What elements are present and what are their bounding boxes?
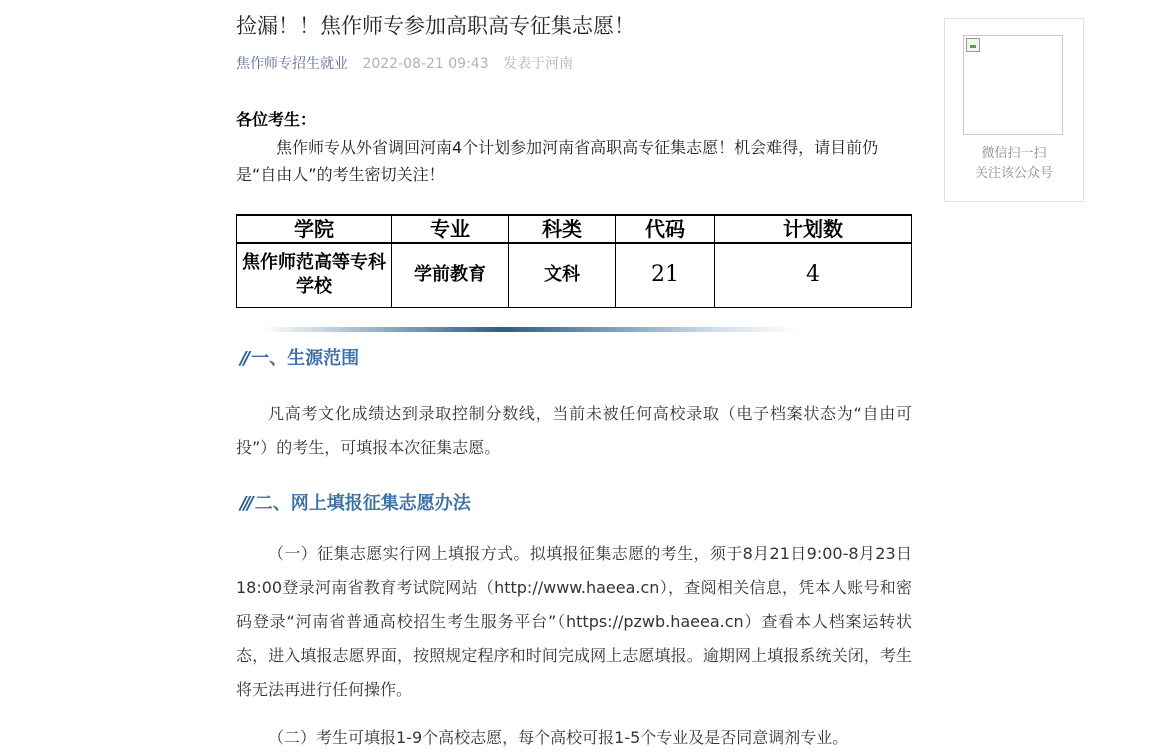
section-2-paragraph-1: （一）征集志愿实行网上填报方式。拟填报征集志愿的考生，须于8月21日9:00-8月23日18:00登录河南省教育考试院网站（http://www.haeea.cn），查阅相关信息，凭本人账号和密码登录“河南省普通高校招生考生服务平台”（https://pzwb.haeea.cn）查看本人档案运转状态，进入填报志愿界面，按照规定程序和时间完成网上志愿填报。逾期网上填报系统关闭，考生将无法再进行任何操作。 [236, 544, 912, 699]
gradient-divider [260, 327, 800, 332]
table-header-category: 科类 [509, 215, 616, 243]
table-header-code: 代码 [616, 215, 715, 243]
section-heading-1 [240, 346, 359, 372]
triple-slash-icon: /// [240, 493, 251, 514]
table-header-major: 专业 [392, 215, 509, 243]
table-header-plan: 计划数 [715, 215, 912, 243]
table-header-row [237, 215, 912, 243]
cell-code: 21 [616, 243, 715, 307]
section-heading-2 [240, 491, 471, 517]
intro-paragraph: 焦作师专从外省调回河南4个计划参加河南省高职高专征集志愿！机会难得，请目前仍是“自由人”的考生密切关注！ [236, 138, 879, 184]
broken-image-icon [966, 38, 980, 52]
qr-code-image [963, 35, 1063, 135]
table-header-school: 学院 [237, 215, 392, 243]
qr-code-card [944, 18, 1084, 202]
section-2-paragraph-2: （二）考生可填报1-9个高校志愿，每个高校可报1-5个专业及是否同意调剂专业。 [268, 728, 849, 747]
section-heading-1-text: 一、生源范围 [251, 348, 360, 369]
section-heading-2-text: 二、网上填报征集志愿办法 [254, 493, 471, 514]
greeting: 各位考生： [236, 110, 317, 129]
cell-major: 学前教育 [392, 243, 509, 307]
article-meta [236, 54, 573, 74]
qr-caption-follow: 关注该公众号 [974, 166, 1053, 181]
table-row [237, 243, 912, 307]
double-slash-icon: // [240, 348, 248, 369]
cell-school: 焦作师范高等专科学校 [237, 243, 392, 307]
account-name-link[interactable]: 焦作师专招生就业 [236, 56, 348, 72]
publish-location: 发表于河南 [503, 56, 574, 72]
section-1-paragraph: 凡高考文化成绩达到录取控制分数线，当前未被任何高校录取（电子档案状态为“自由可投”）的考生，可填报本次征集志愿。 [236, 404, 912, 457]
article-title: 捡漏！！焦作师专参加高职高专征集志愿！ [236, 14, 635, 38]
cell-category: 文科 [509, 243, 616, 307]
cell-plan: 4 [715, 243, 912, 307]
publish-date: 2022-08-21 09:43 [362, 56, 489, 72]
plan-table [236, 214, 912, 308]
qr-caption-scan: 微信扫一扫 [981, 146, 1047, 161]
